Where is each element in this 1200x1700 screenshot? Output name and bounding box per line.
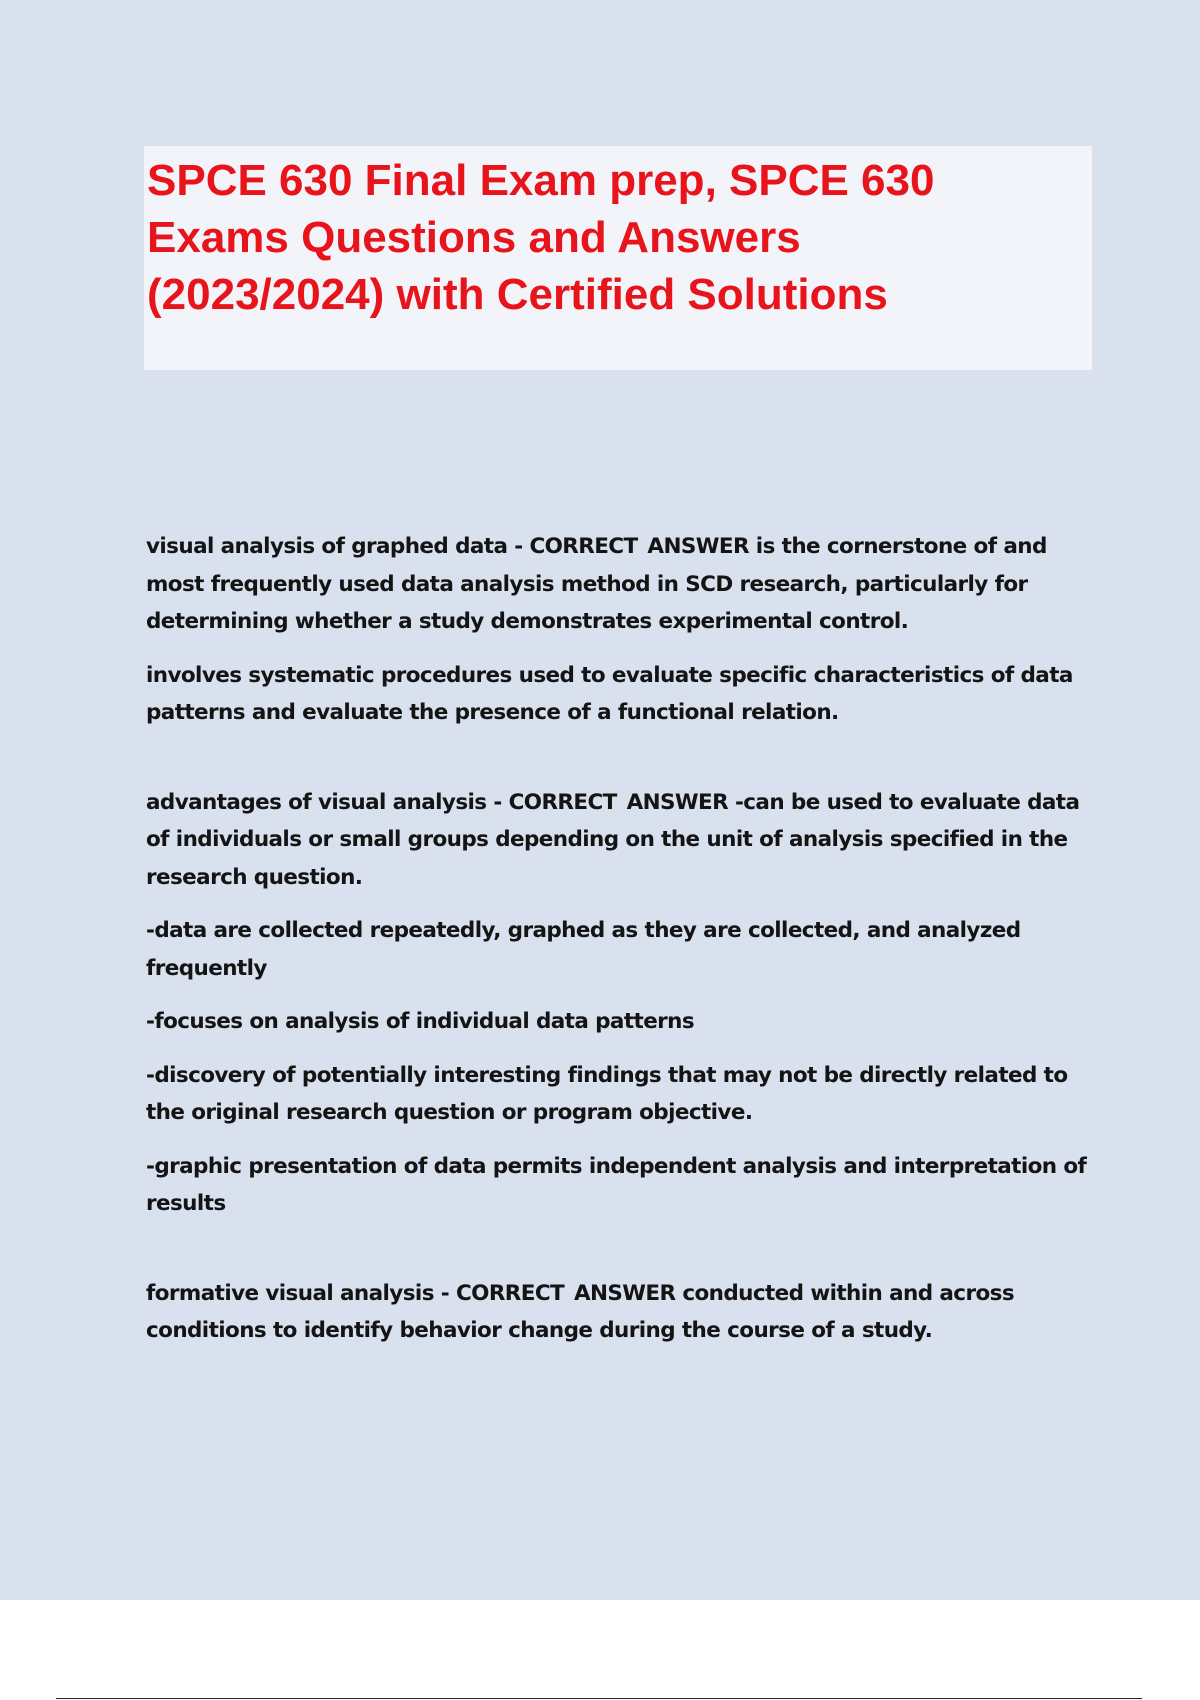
question-term: formative visual analysis bbox=[146, 1280, 434, 1306]
qa-entry bbox=[146, 784, 1096, 1223]
correct-answer-label: CORRECT ANSWER bbox=[508, 789, 729, 815]
entry-paragraph bbox=[146, 784, 1096, 897]
entry-paragraph: -data are collected repeatedly, graphed as they are collected, and analyzed frequently bbox=[146, 918, 1021, 981]
footer-divider bbox=[56, 1698, 1142, 1699]
entry-paragraph bbox=[146, 528, 1096, 641]
document-title: SPCE 630 Final Exam prep, SPCE 630 Exams Questions and Answers (2023/2024) with Certified Solutions bbox=[147, 156, 935, 319]
correct-answer-label: CORRECT ANSWER bbox=[529, 534, 749, 559]
correct-answer-label: CORRECT ANSWER bbox=[455, 1280, 676, 1306]
document-body bbox=[146, 528, 1096, 1366]
entry-paragraph: -discovery of potentially interesting findings that may not be directly related to the original research question or program objective. bbox=[146, 1062, 1068, 1125]
entry-paragraph: -graphic presentation of data permits independent analysis and interpretation of results bbox=[146, 1153, 1087, 1216]
qa-entry bbox=[146, 528, 1096, 732]
separator: - bbox=[486, 789, 509, 815]
answer-text: -can be used to evaluate data of individuals or small groups depending on the unit of analysis specified in the research question. bbox=[146, 789, 1080, 890]
qa-entry bbox=[146, 1275, 1096, 1350]
entry-paragraph: -focuses on analysis of individual data patterns bbox=[146, 1009, 695, 1034]
entry-paragraph bbox=[146, 1275, 1096, 1350]
title-box bbox=[144, 146, 1092, 370]
answer-text: conducted within and across conditions to identify behavior change during the course of a study. bbox=[146, 1280, 1015, 1343]
entry-paragraph: involves systematic procedures used to evaluate specific characteristics of data patterns and evaluate the presence of a functional relation. bbox=[146, 662, 1073, 725]
question-term: visual analysis of graphed data bbox=[146, 534, 508, 559]
answer-text: is the cornerstone of and most frequently used data analysis method in SCD research, particularly for determining whether a study demonstrates experimental control. bbox=[146, 534, 1047, 634]
separator: - bbox=[433, 1280, 456, 1306]
question-term: advantages of visual analysis bbox=[146, 789, 487, 815]
separator: - bbox=[507, 534, 530, 559]
